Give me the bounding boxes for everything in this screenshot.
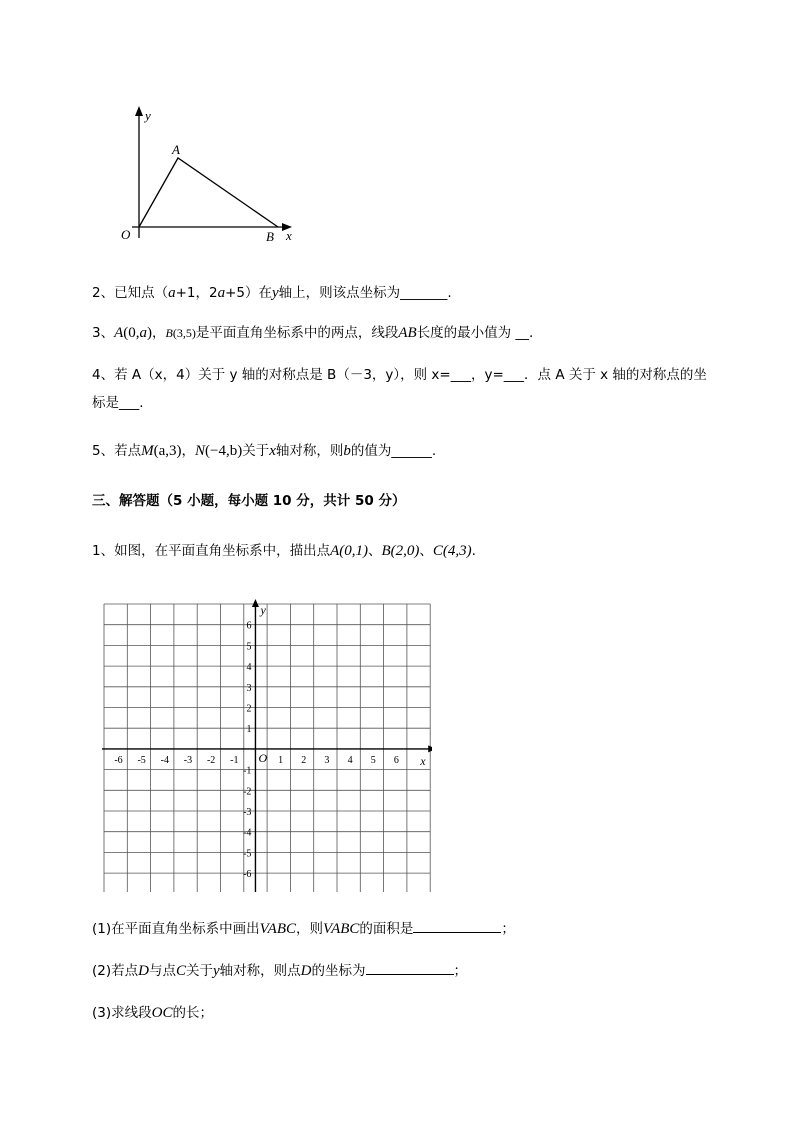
answer-blank[interactable] xyxy=(413,918,501,933)
y-axis-arrow xyxy=(135,106,143,116)
y-tick-label: -1 xyxy=(243,765,252,777)
x-tick-label: 4 xyxy=(347,754,353,766)
y-tick-label: 6 xyxy=(246,620,252,632)
subquestion-2: (2)若点D与点C关于y轴对称，则点D的坐标为 ； xyxy=(92,960,467,982)
y-tick-label: -6 xyxy=(243,869,252,881)
question-4-line-2: 标是___. xyxy=(92,395,144,411)
coordinate-grid xyxy=(100,598,432,892)
problem-1: 1、如图，在平面直角坐标系中，描出点A(0,1)、B(2,0)、C(4,3). xyxy=(92,543,476,559)
question-4-line-1: 4、若 A（x，4）关于 y 轴的对称点是 B（－3，y），则 x=___，y=___．点 A 关于 x 轴的对称点的坐 xyxy=(92,367,707,383)
x-tick-label: 1 xyxy=(278,754,284,766)
y-tick-label: 2 xyxy=(246,703,252,715)
x-tick-label: 2 xyxy=(301,754,307,766)
subquestion-1: (1)在平面直角坐标系中画出VABC，则VABC的面积是 ； xyxy=(92,918,515,940)
subquestion-3: (3)求线段OC的长； xyxy=(92,1005,213,1021)
question-2: 2、已知点（a+1，2a+5）在y轴上，则该点坐标为_______. xyxy=(92,285,452,301)
y-tick-label: 4 xyxy=(246,662,252,674)
origin-label: O xyxy=(258,750,268,765)
question-3: 3、A(0,a)，B(3,5)是平面直角坐标系中的两点，线段AB长度的最小值为 __. xyxy=(92,325,534,341)
point-a-label: A xyxy=(172,142,180,157)
section-heading: 三、解答题（5 小题，每小题 10 分，共计 50 分） xyxy=(92,493,406,509)
y-tick-label: 1 xyxy=(246,724,252,736)
x-tick-label: -6 xyxy=(114,754,123,766)
x-tick-label: 6 xyxy=(393,754,399,766)
x-tick-label: -1 xyxy=(230,754,239,766)
x-axis-label: x xyxy=(420,753,426,768)
x-axis-arrow xyxy=(428,745,432,752)
question-5: 5、若点M(a,3)，N(−4,b)关于x轴对称，则b的值为______. xyxy=(92,443,437,459)
answer-blank[interactable] xyxy=(366,960,454,975)
y-tick-label: -5 xyxy=(243,848,252,860)
x-axis-label: x xyxy=(286,228,292,243)
x-tick-label: 3 xyxy=(324,754,330,766)
x-tick-label: -5 xyxy=(137,754,146,766)
y-tick-label: 5 xyxy=(246,641,252,653)
y-tick-label: -2 xyxy=(243,786,252,798)
y-axis-arrow xyxy=(252,599,259,607)
x-tick-label: -4 xyxy=(160,754,169,766)
x-tick-label: 5 xyxy=(370,754,376,766)
triangle-figure xyxy=(112,100,312,250)
y-tick-label: -4 xyxy=(243,827,252,839)
y-tick-label: 3 xyxy=(246,682,252,694)
y-tick-label: -3 xyxy=(243,807,252,818)
origin-label: O xyxy=(121,227,131,242)
x-tick-label: -3 xyxy=(183,754,193,766)
x-tick-label: -2 xyxy=(206,754,216,766)
triangle-sides xyxy=(139,158,278,227)
y-axis-label: y xyxy=(260,603,266,617)
point-b-label: B xyxy=(266,229,274,244)
y-axis-label: y xyxy=(145,108,151,123)
